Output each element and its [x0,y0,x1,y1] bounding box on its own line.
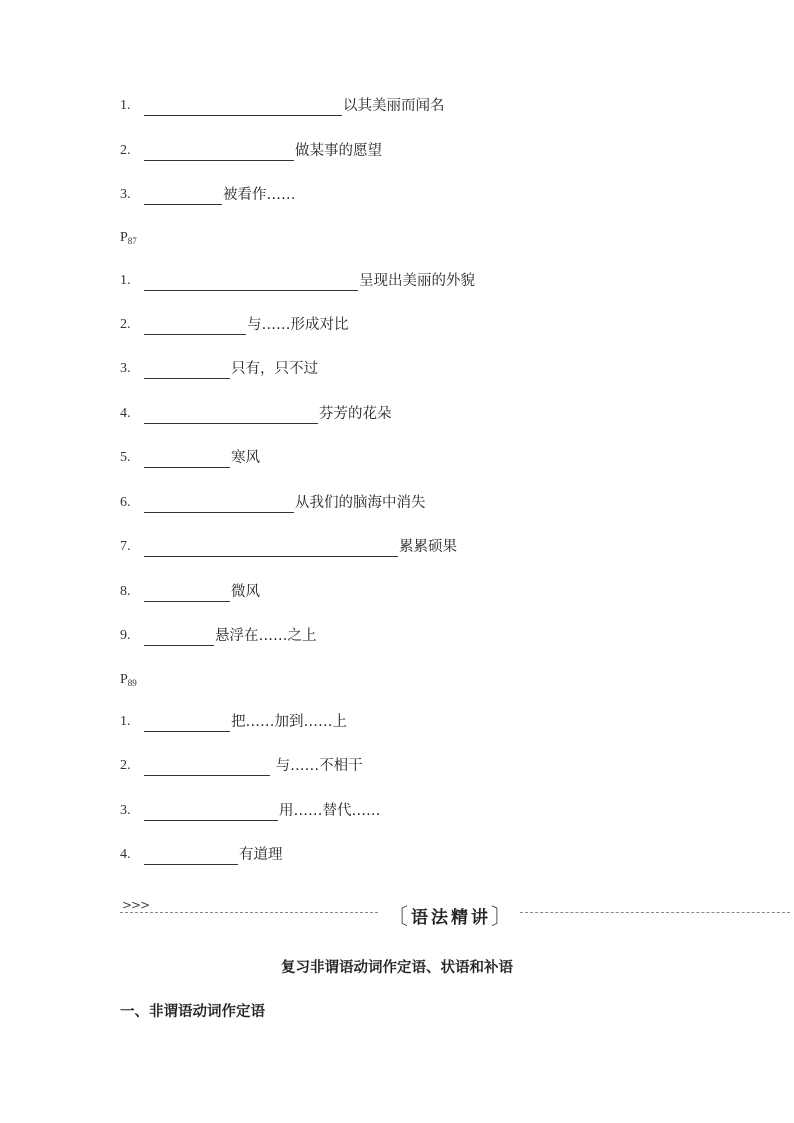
exercise-item [120,404,392,424]
page-reference [120,230,137,246]
item-text: 寒风 [231,450,260,466]
answer-blank[interactable] [144,849,238,865]
page-label: P [120,230,128,245]
answer-blank[interactable] [144,716,230,732]
exercise-item [120,582,260,602]
exercise-item [120,712,347,732]
item-number: 9. [120,628,131,643]
item-number: 2. [120,143,131,158]
item-number: 6. [120,495,131,510]
item-number: 4. [120,406,131,421]
exercise-item [120,801,381,821]
page-number: 87 [127,236,137,246]
item-text: 被看作…… [223,187,296,203]
exercise-item [120,141,382,161]
page-label: P [120,672,128,687]
dashed-rule-right [520,912,790,913]
exercise-item [120,626,317,646]
chevrons-icon: >>> [122,898,150,912]
item-text: 微风 [231,584,260,600]
item-number: 1. [120,273,131,288]
item-text: 做某事的愿望 [295,143,382,159]
item-text: 与……不相干 [271,758,363,774]
item-text: 从我们的脑海中消失 [295,495,426,511]
answer-blank[interactable] [144,586,230,602]
answer-blank[interactable] [144,805,278,821]
item-number: 5. [120,450,131,465]
item-text: 与……形成对比 [247,317,349,333]
item-number: 2. [120,317,131,332]
section-label-text: 语法精讲 [411,908,492,928]
exercise-item [120,96,445,116]
answer-blank[interactable] [144,319,246,335]
item-number: 3. [120,803,131,818]
item-text: 把……加到……上 [231,714,347,730]
exercise-item [120,537,457,557]
exercise-item [120,185,296,205]
item-text: 以其美丽而闻名 [343,98,445,114]
answer-blank[interactable] [144,541,398,557]
page-reference [120,672,137,688]
answer-blank[interactable] [144,452,230,468]
exercise-item [120,756,363,776]
answer-blank[interactable] [144,760,270,776]
answer-blank[interactable] [144,275,358,291]
lesson-subtitle: 复习非谓语动词作定语、状语和补语 [281,960,513,976]
answer-blank[interactable] [144,408,318,424]
exercise-item [120,315,349,335]
item-text: 累累硕果 [399,539,457,555]
section-divider [120,898,790,928]
dashed-rule-left [120,912,378,913]
answer-blank[interactable] [144,145,294,161]
answer-blank[interactable] [144,630,214,646]
item-number: 1. [120,98,131,113]
item-text: 有道理 [239,847,283,863]
answer-blank[interactable] [144,189,222,205]
item-number: 3. [120,361,131,376]
answer-blank[interactable] [144,363,230,379]
open-bracket: 〔 [386,905,412,930]
exercise-item [120,359,318,379]
exercise-item [120,493,426,513]
exercise-item [120,448,260,468]
item-number: 3. [120,187,131,202]
exercise-item [120,845,283,865]
answer-blank[interactable] [144,100,342,116]
item-text: 用……替代…… [279,803,381,819]
section-label [386,899,516,930]
answer-blank[interactable] [144,497,294,513]
item-text: 芬芳的花朵 [319,406,392,422]
item-text: 悬浮在……之上 [215,628,317,644]
exercise-item [120,271,475,291]
item-text: 只有，只不过 [231,361,318,377]
item-number: 4. [120,847,131,862]
item-number: 1. [120,714,131,729]
item-text: 呈现出美丽的外貌 [359,273,475,289]
item-number: 7. [120,539,131,554]
item-number: 2. [120,758,131,773]
page-number: 89 [127,678,137,688]
item-number: 8. [120,584,131,599]
close-bracket: 〕 [491,905,517,930]
section-heading: 一、非谓语动词作定语 [120,1004,265,1020]
